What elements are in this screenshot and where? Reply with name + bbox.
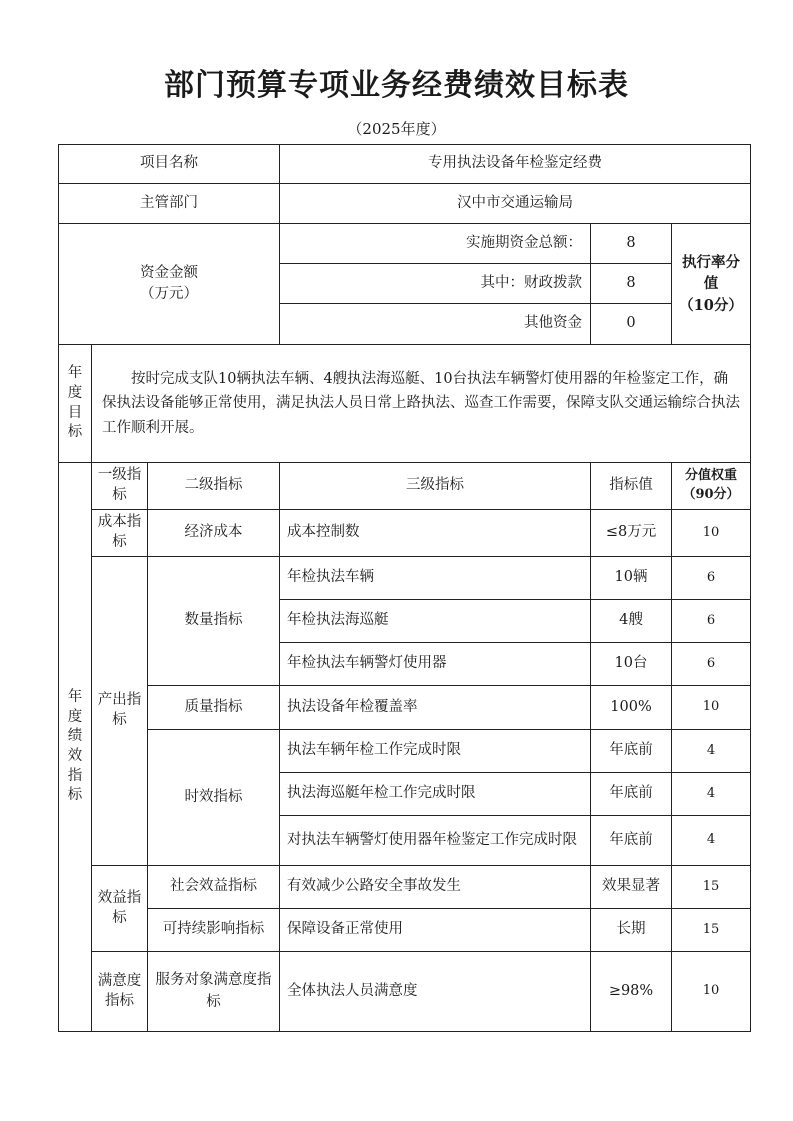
department-value: 汉中市交通运输局 <box>280 184 751 224</box>
page-title: 部门预算专项业务经费绩效目标表 <box>164 68 629 103</box>
sustain-level3: 保障设备正常使用 <box>280 909 591 952</box>
social-value: 效果显著 <box>591 866 672 909</box>
timeliness-weight: 4 <box>672 816 751 866</box>
quality-level2: 质量指标 <box>148 686 280 730</box>
fund-total-row <box>59 224 751 264</box>
timeliness-level3: 执法海巡艇年检工作完成时限 <box>280 773 591 816</box>
cost-level2: 经济成本 <box>148 510 280 557</box>
satisfaction-weight: 10 <box>672 952 751 1032</box>
annual-goal-row <box>59 345 751 463</box>
satisfaction-level3: 全体执法人员满意度 <box>280 952 591 1032</box>
fund-label: 资金金额 <box>140 264 198 281</box>
annual-goal-label: 年度目标 <box>59 345 92 463</box>
fund-unit: （万元） <box>140 286 198 302</box>
project-name-row <box>59 145 751 184</box>
social-level3: 有效减少公路安全事故发生 <box>280 866 591 909</box>
department-label: 主管部门 <box>59 184 280 224</box>
timeliness-level2: 时效指标 <box>148 730 280 866</box>
project-name-label: 项目名称 <box>59 145 280 184</box>
table-row <box>59 866 751 909</box>
quantity-weight: 6 <box>672 643 751 686</box>
table-row <box>59 557 751 600</box>
social-level2: 社会效益指标 <box>148 866 280 909</box>
fund-amount-label <box>59 224 280 345</box>
quality-level3: 执法设备年检覆盖率 <box>280 686 591 730</box>
quantity-level3: 年检执法车辆 <box>280 557 591 600</box>
execution-rate-score <box>672 224 751 345</box>
quantity-weight: 6 <box>672 600 751 643</box>
sustain-level2: 可持续影响指标 <box>148 909 280 952</box>
output-level1: 产出指标 <box>92 557 148 866</box>
quality-value: 100% <box>591 686 672 730</box>
execution-rate-points: （10分） <box>679 296 743 314</box>
annual-indicators-label: 年度绩效指标 <box>59 463 92 1032</box>
timeliness-value: 年底前 <box>591 773 672 816</box>
fiscal-fund-label: 其中：财政拨款 <box>280 264 591 304</box>
cost-level1: 成本指标 <box>92 510 148 557</box>
project-name-value: 专用执法设备年检鉴定经费 <box>280 145 751 184</box>
department-row <box>59 184 751 224</box>
col-level1: 一级指标 <box>92 463 148 510</box>
quantity-level2: 数量指标 <box>148 557 280 686</box>
quantity-level3: 年检执法车辆警灯使用器 <box>280 643 591 686</box>
col-level2: 二级指标 <box>148 463 280 510</box>
table-row <box>59 510 751 557</box>
timeliness-level3: 对执法车辆警灯使用器年检鉴定工作完成时限 <box>280 816 591 866</box>
satisfaction-level2: 服务对象满意度指标 <box>148 952 280 1032</box>
table-row <box>59 909 751 952</box>
timeliness-weight: 4 <box>672 773 751 816</box>
table-row <box>59 952 751 1032</box>
timeliness-level3: 执法车辆年检工作完成时限 <box>280 730 591 773</box>
indicator-header-row <box>59 463 751 510</box>
timeliness-value: 年底前 <box>591 816 672 866</box>
table-row <box>59 686 751 730</box>
cost-value: ≤8万元 <box>591 510 672 557</box>
sustain-value: 长期 <box>591 909 672 952</box>
quantity-weight: 6 <box>672 557 751 600</box>
satisfaction-value: ≥98% <box>591 952 672 1032</box>
col-weight-label: 分值权重 <box>685 468 738 484</box>
quantity-value: 4艘 <box>591 600 672 643</box>
timeliness-weight: 4 <box>672 730 751 773</box>
year-subtitle: （2025年度） <box>347 120 446 138</box>
quantity-level3: 年检执法海巡艇 <box>280 600 591 643</box>
annual-goal-text: 按时完成支队10辆执法车辆、4艘执法海巡艇、10台执法车辆警灯使用器的年检鉴定工作，确保执法设备能够正常使用，满足执法人员日常上路执法、巡查工作需要，保障支队交通运输综合执法工作顺利开展。 <box>92 345 751 463</box>
social-weight: 15 <box>672 866 751 909</box>
col-level3: 三级指标 <box>280 463 591 510</box>
table-row <box>59 730 751 773</box>
sustain-weight: 15 <box>672 909 751 952</box>
cost-weight: 10 <box>672 510 751 557</box>
quantity-value: 10台 <box>591 643 672 686</box>
execution-rate-label: 执行率分值 <box>682 254 741 293</box>
total-fund-value: 8 <box>591 224 672 264</box>
other-fund-value: 0 <box>591 304 672 345</box>
satisfaction-level1: 满意度指标 <box>92 952 148 1032</box>
total-fund-label: 实施期资金总额： <box>280 224 591 264</box>
col-weight <box>672 463 751 510</box>
cost-level3: 成本控制数 <box>280 510 591 557</box>
benefit-level1: 效益指标 <box>92 866 148 952</box>
col-weight-total: （90分） <box>682 487 740 502</box>
col-value: 指标值 <box>591 463 672 510</box>
timeliness-value: 年底前 <box>591 730 672 773</box>
quantity-value: 10辆 <box>591 557 672 600</box>
performance-target-table <box>58 144 751 1032</box>
other-fund-label: 其他资金 <box>280 304 591 345</box>
fiscal-fund-value: 8 <box>591 264 672 304</box>
quality-weight: 10 <box>672 686 751 730</box>
